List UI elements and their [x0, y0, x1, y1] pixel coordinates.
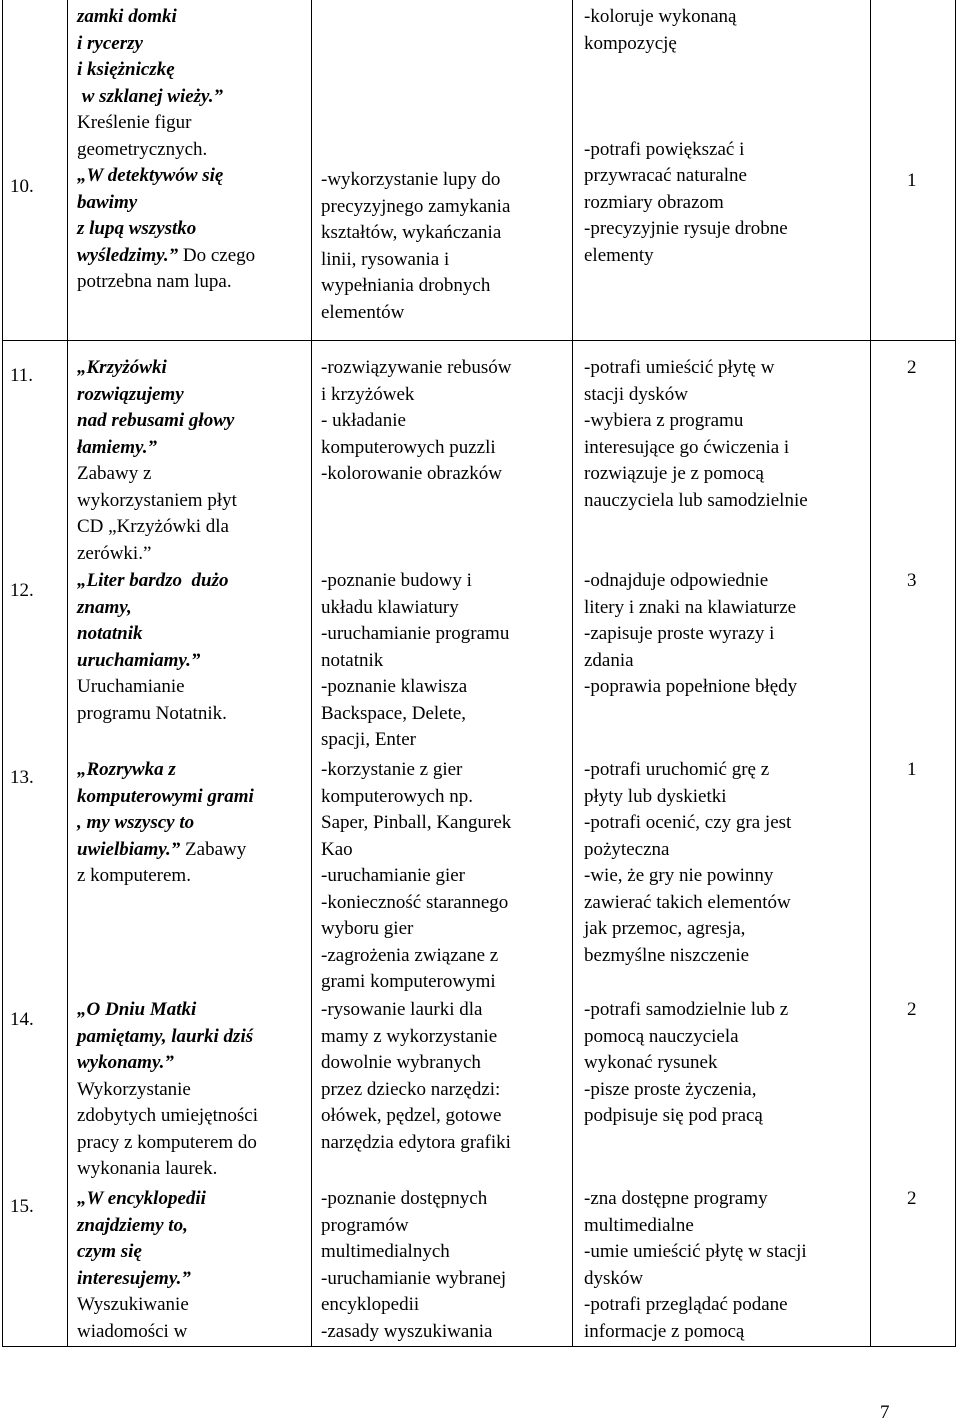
hours-value: 1 [907, 759, 917, 780]
cell-line: płyty lub dyskietki [584, 785, 727, 807]
activities-cell [321, 1186, 566, 1345]
topic-line [77, 190, 307, 217]
table-column-divider [572, 0, 573, 1347]
topic-line [77, 163, 307, 190]
cell-line: -poznanie budowy i [321, 570, 472, 591]
cell-line: nauczyciela lub samodzielnie [584, 489, 808, 511]
table-border-right [955, 0, 956, 1347]
cell-line [584, 57, 866, 84]
cell-line: elementy [584, 244, 654, 266]
cell-line: dowolnie wybranych [321, 1052, 481, 1073]
cell-line: -koloruje wykonaną [584, 6, 737, 27]
cell-line: zawierać takich elementów [584, 891, 791, 913]
activities-cell [321, 167, 566, 326]
topic-title-text: interesujemy.” [77, 1267, 191, 1289]
topic-line [77, 488, 307, 515]
cell-line [584, 84, 866, 111]
cell-line: -poznanie klawisza [321, 676, 468, 697]
cell-line: -wybiera z programu [584, 410, 744, 431]
topic-description-text: wiadomości w [77, 1320, 188, 1342]
cell-line: -potrafi uruchomić grę z [584, 759, 770, 780]
topic-title-text: uwielbiamy.” [77, 838, 181, 860]
row-number: 10. [10, 176, 34, 197]
cell-line: multimedialne [584, 1214, 694, 1236]
topic-line [77, 1130, 307, 1157]
cell-line: przywracać naturalne [584, 165, 747, 186]
topic-line [77, 1239, 307, 1266]
cell-line: dysków [584, 1267, 644, 1289]
topic-description-text: zerówki.” [77, 542, 152, 564]
cell-line: notatnik [321, 649, 384, 671]
cell-line: stacji dysków [584, 383, 688, 405]
outcomes-cell [584, 997, 866, 1130]
topic-cell [77, 355, 307, 567]
cell-line: -potrafi powiększać i [584, 138, 745, 160]
topic-title-text: „Krzyżówki [77, 357, 167, 378]
cell-line: wyboru gier [321, 918, 414, 939]
cell-line: pomocą nauczyciela [584, 1025, 739, 1047]
activities-cell [321, 568, 566, 754]
cell-line: ołówek, pędzel, gotowe [321, 1105, 502, 1126]
row-number: 14. [10, 1009, 34, 1030]
topic-title-text: w szklanej wieży.” [77, 85, 224, 107]
topic-line [77, 863, 307, 890]
topic-line [77, 216, 307, 243]
topic-description-text: z komputerem. [77, 865, 191, 886]
outcomes-cell [584, 355, 866, 514]
cell-line: programów [321, 1214, 409, 1236]
cell-line: -uruchamianie programu [321, 623, 510, 644]
activities-cell [321, 997, 566, 1156]
cell-line: encyklopedii [321, 1294, 420, 1315]
cell-line: -zagrożenia związane z [321, 944, 499, 966]
topic-title-text: wykonamy.” [77, 1052, 174, 1073]
topic-line [77, 1156, 307, 1183]
row-number: 15. [10, 1196, 34, 1217]
cell-line: -zapisuje proste wyrazy i [584, 623, 775, 644]
cell-line: -poprawia popełnione błędy [584, 676, 798, 697]
topic-title-text: „Liter bardzo dużo [77, 570, 229, 591]
row-number: 11. [10, 365, 34, 386]
outcomes-cell [584, 568, 866, 701]
cell-line: Backspace, Delete, [321, 702, 467, 724]
cell-line: rozwiązuje je z pomocą [584, 463, 764, 484]
cell-line: -umie umieścić płytę w stacji [584, 1241, 807, 1262]
topic-title-text: znamy, [77, 596, 132, 618]
cell-line: przez dziecko narzędzi: [321, 1078, 501, 1100]
cell-line: pożyteczna [584, 838, 670, 860]
topic-line [77, 621, 307, 648]
cell-line: Kao [321, 838, 353, 860]
cell-line: informacje z pomocą [584, 1320, 745, 1342]
topic-line [77, 1266, 307, 1293]
topic-description-text: potrzebna nam lupa. [77, 271, 232, 292]
topic-title-text: „Rozrywka z [77, 759, 176, 780]
cell-line: litery i znaki na klawiaturze [584, 596, 797, 618]
table-column-divider [870, 0, 871, 1347]
topic-line [77, 997, 307, 1024]
topic-description-text: Zabawy [180, 838, 247, 860]
cell-line: spacji, Enter [321, 729, 416, 750]
cell-line: -potrafi samodzielnie lub z [584, 999, 789, 1020]
topic-line [77, 810, 307, 837]
topic-line [77, 1292, 307, 1319]
cell-line: kształtów, wykańczania [321, 222, 502, 243]
cell-line: elementów [321, 301, 405, 323]
topic-line [77, 541, 307, 568]
topic-line [77, 84, 307, 111]
topic-line [77, 757, 307, 784]
hours-value: 2 [907, 1188, 917, 1209]
cell-line: -rozwiązywanie rebusów [321, 357, 512, 378]
cell-line: -zna dostępne programy [584, 1188, 768, 1209]
topic-line [77, 1186, 307, 1213]
table-column-divider [311, 0, 312, 1347]
topic-title-text: wyśledzimy.” [77, 244, 179, 266]
topic-line [77, 31, 307, 58]
topic-line [77, 784, 307, 811]
page-number: 7 [880, 1402, 890, 1423]
cell-line: komputerowych np. [321, 785, 473, 807]
topic-line [77, 1077, 307, 1104]
cell-line: -precyzyjnie rysuje drobne [584, 218, 788, 239]
topic-description-text: Wyszukiwanie [77, 1294, 189, 1315]
topic-cell [77, 1186, 307, 1345]
cell-line: -potrafi ocenić, czy gra jest [584, 812, 792, 833]
cell-line: -odnajduje odpowiednie [584, 570, 769, 591]
outcomes-cell [584, 1186, 866, 1345]
topic-title-text: pamiętamy, laurki dziś [77, 1025, 254, 1047]
cell-line: - układanie [321, 410, 406, 431]
hours-value: 2 [907, 357, 917, 378]
topic-title-text: łamiemy.” [77, 436, 158, 458]
topic-title-text: z lupą wszystko [77, 218, 197, 239]
topic-line [77, 595, 307, 622]
hours-value: 3 [907, 570, 917, 591]
outcomes-cell [584, 4, 866, 269]
topic-title-text: i rycerzy [77, 32, 143, 54]
topic-description-text: CD „Krzyżówki dla [77, 516, 229, 537]
topic-title-text: „W encyklopedii [77, 1188, 206, 1209]
topic-description-text: geometrycznych. [77, 138, 208, 160]
cell-line: układu klawiatury [321, 596, 459, 618]
topic-title-text: czym się [77, 1241, 142, 1262]
cell-line: zdania [584, 649, 634, 671]
topic-title-text: „W detektywów się [77, 165, 224, 186]
topic-line [77, 57, 307, 84]
topic-line [77, 1103, 307, 1130]
topic-title-text: komputerowymi grami [77, 785, 254, 807]
topic-description-text: wykorzystaniem płyt [77, 489, 237, 511]
cell-line: kompozycję [584, 32, 677, 54]
topic-title-text: , my wszyscy to [77, 812, 195, 833]
topic-line [77, 1050, 307, 1077]
cell-line: -potrafi przeglądać podane [584, 1294, 788, 1315]
cell-line: -pisze proste życzenia, [584, 1078, 757, 1100]
topic-line [77, 355, 307, 382]
topic-title-text: bawimy [77, 191, 138, 213]
topic-line [77, 837, 307, 864]
topic-title-text: nad rebusami głowy [77, 410, 235, 431]
cell-line: komputerowych puzzli [321, 436, 496, 458]
topic-line [77, 1319, 307, 1346]
topic-title-text: znajdziemy to, [77, 1214, 188, 1236]
topic-description-text: Uruchamianie [77, 676, 185, 697]
topic-description-text: programu Notatnik. [77, 702, 227, 724]
hours-value: 1 [907, 170, 917, 191]
cell-line: bezmyślne niszczenie [584, 944, 750, 966]
cell-line: i krzyżówek [321, 383, 415, 405]
cell-line: -poznanie dostępnych [321, 1188, 488, 1209]
cell-line: -uruchamianie wybranej [321, 1267, 507, 1289]
cell-line: podpisuje się pod pracą [584, 1105, 763, 1126]
table-border-bottom [2, 1346, 956, 1347]
topic-line [77, 701, 307, 728]
cell-line: multimedialnych [321, 1241, 450, 1262]
topic-line [77, 435, 307, 462]
cell-line: interesujące go ćwiczenia i [584, 436, 790, 458]
activities-cell [321, 757, 566, 996]
topic-line [77, 648, 307, 675]
topic-line [77, 461, 307, 488]
cell-line: -uruchamianie gier [321, 865, 466, 886]
cell-line: rozmiary obrazom [584, 191, 724, 213]
table-border-left [2, 0, 3, 1347]
cell-line: grami komputerowymi [321, 971, 496, 992]
topic-cell [77, 757, 307, 890]
topic-line [77, 408, 307, 435]
topic-title-text: uruchamiamy.” [77, 649, 201, 671]
topic-line [77, 514, 307, 541]
topic-cell [77, 997, 307, 1183]
cell-line [584, 110, 866, 137]
topic-title-text: notatnik [77, 623, 143, 644]
topic-line [77, 1213, 307, 1240]
cell-line: -wykorzystanie lupy do [321, 169, 501, 190]
topic-line [77, 568, 307, 595]
topic-title-text: zamki domki [77, 6, 177, 27]
topic-description-text: Zabawy z [77, 463, 152, 484]
cell-line: -kolorowanie obrazków [321, 463, 502, 484]
topic-line [77, 110, 307, 137]
row-number: 13. [10, 767, 34, 788]
cell-line: linii, rysowania i [321, 248, 450, 270]
topic-title-text: „O Dniu Matki [77, 999, 197, 1020]
topic-line [77, 269, 307, 296]
topic-description-text: Kreślenie figur [77, 112, 192, 133]
cell-line: -potrafi umieścić płytę w [584, 357, 775, 378]
cell-line: wykonać rysunek [584, 1052, 718, 1073]
cell-line: jak przemoc, agresja, [584, 918, 746, 939]
topic-line [77, 243, 307, 270]
topic-description-text: pracy z komputerem do [77, 1131, 257, 1153]
topic-description-text: zdobytych umiejętności [77, 1105, 258, 1126]
cell-line: -konieczność starannego [321, 891, 509, 913]
topic-cell [77, 568, 307, 727]
topic-description-text: wykonania laurek. [77, 1158, 218, 1179]
cell-line: mamy z wykorzystanie [321, 1025, 498, 1047]
topic-line [77, 674, 307, 701]
cell-line: -wie, że gry nie powinny [584, 865, 774, 886]
cell-line: Saper, Pinball, Kangurek [321, 812, 512, 833]
cell-line: -rysowanie laurki dla [321, 999, 483, 1020]
row-number: 12. [10, 580, 34, 601]
cell-line: -zasady wyszukiwania [321, 1320, 493, 1342]
topic-description-text: Wykorzystanie [77, 1078, 191, 1100]
topic-line [77, 137, 307, 164]
hours-value: 2 [907, 999, 917, 1020]
cell-line: wypełniania drobnych [321, 275, 491, 296]
table-column-divider [67, 0, 68, 1347]
activities-cell [321, 355, 566, 488]
topic-cell [77, 4, 307, 296]
topic-title-text: rozwiązujemy [77, 383, 184, 405]
outcomes-cell [584, 757, 866, 969]
cell-line: narzędzia edytora grafiki [321, 1131, 511, 1153]
topic-line [77, 4, 307, 31]
cell-line: -korzystanie z gier [321, 759, 463, 780]
topic-line [77, 1024, 307, 1051]
topic-line [77, 382, 307, 409]
table-row-divider [2, 340, 956, 341]
topic-title-text: i księżniczkę [77, 59, 175, 80]
cell-line: precyzyjnego zamykania [321, 195, 511, 217]
topic-description-text: Do czego [178, 244, 256, 266]
